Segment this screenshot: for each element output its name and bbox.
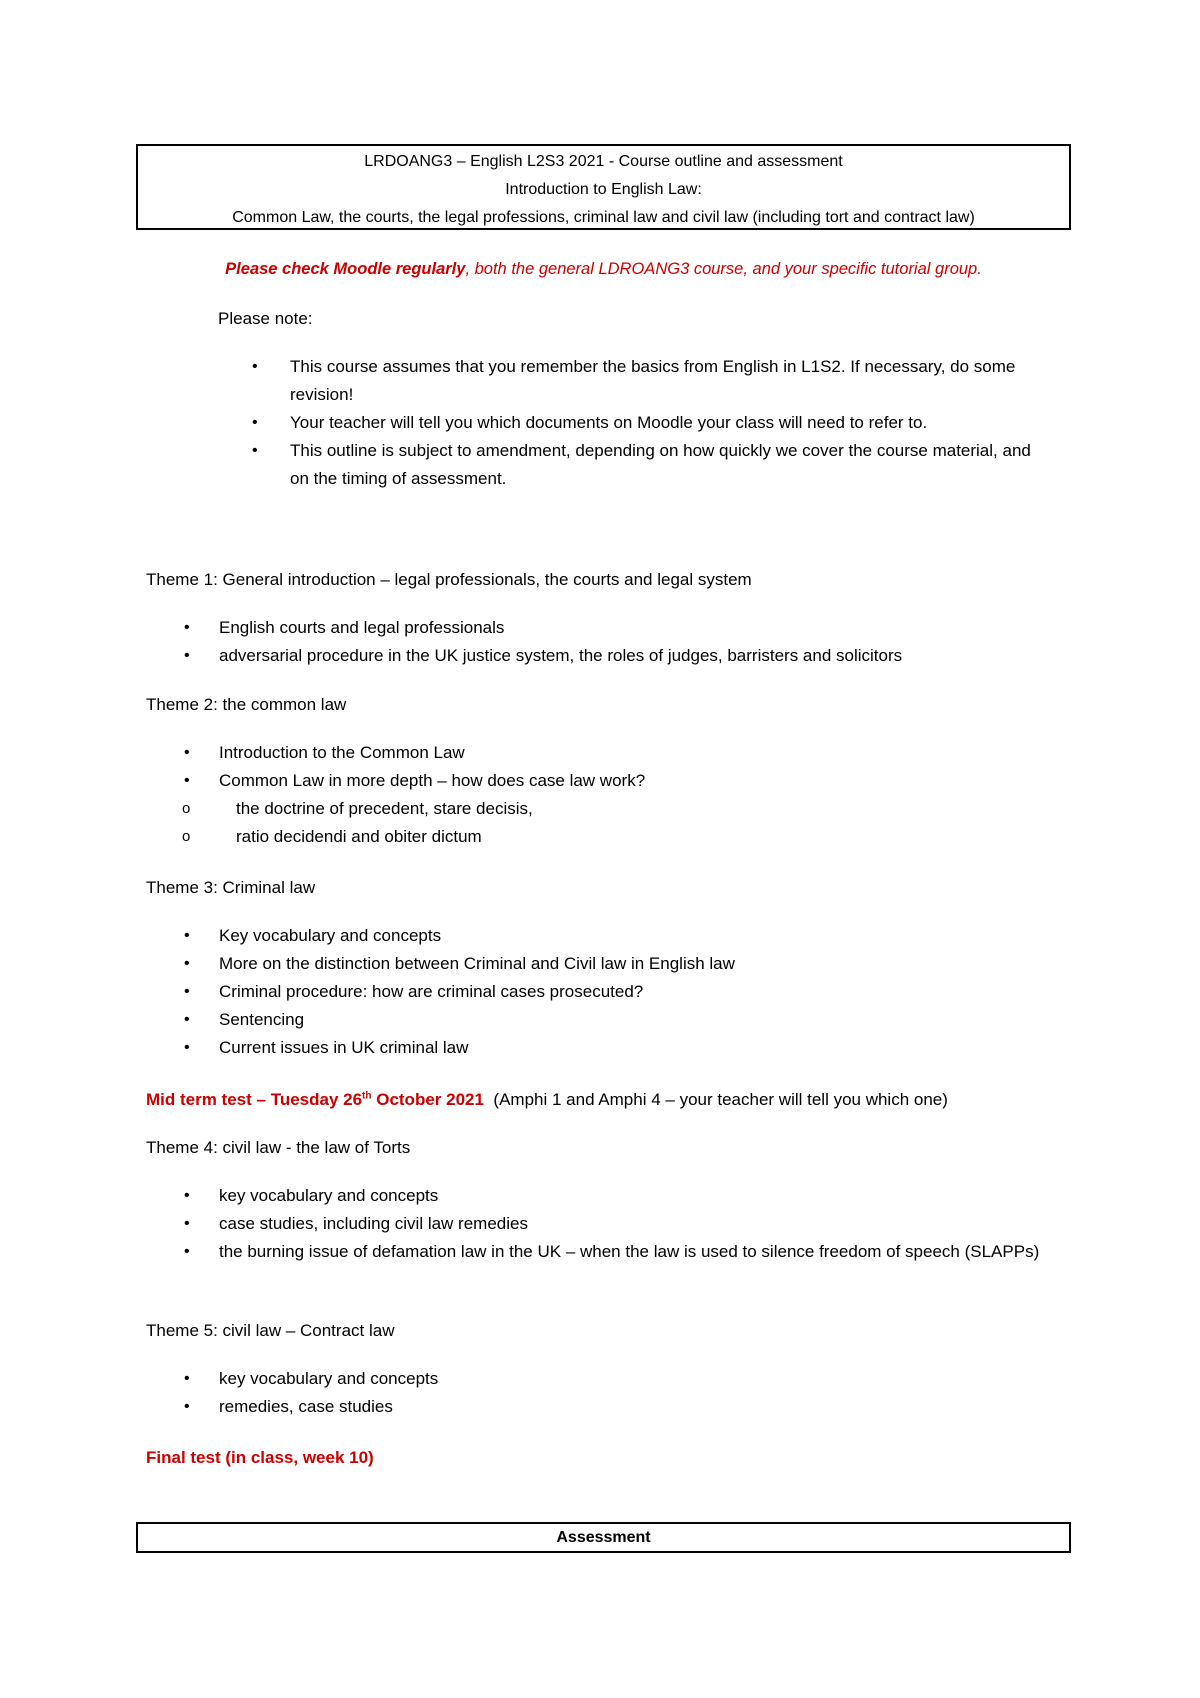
bullet-icon: • [184,983,190,1000]
theme-1 [146,566,1046,670]
midterm-test-note: (Amphi 1 and Amphi 4 – your teacher will tell you which one) [493,1090,948,1109]
bullet-icon: • [184,927,190,944]
bullet-icon: • [184,1398,190,1415]
list-item: • Criminal procedure: how are criminal cases prosecuted? [146,978,1046,1006]
course-title-box [136,144,1071,230]
bullet-icon: • [184,1011,190,1028]
please-note-label: Please note: [218,309,313,328]
moodle-notice-emphasis: Please check Moodle regularly [225,260,466,278]
list-item: • Introduction to the Common Law [146,739,1046,767]
bullet-icon: • [184,1243,190,1260]
theme-3-title: Theme 3: Criminal law [146,878,316,897]
theme-2-list [146,739,1046,851]
circle-bullet-icon: o [182,828,191,845]
bullet-icon: • [184,772,190,789]
bullet-icon: • [184,619,190,636]
course-topics: Common Law, the courts, the legal professions, criminal law and civil law (including tort and contract law) [232,209,975,226]
assessment-heading: Assessment [136,1522,1071,1553]
theme-4 [146,1134,1046,1266]
list-item: • This course assumes that you remember the basics from English in L1S2. If necessary, do some revision! [218,353,1038,409]
list-item: • the burning issue of defamation law in the UK – when the law is used to silence freedom of speech (SLAPPs) [146,1238,1046,1266]
bullet-icon: • [184,744,190,761]
theme-5-list [146,1365,1046,1421]
theme-2-sublist [146,795,1046,851]
bullet-icon: • [184,1187,190,1204]
theme-1-list [146,614,1046,670]
list-item: • Key vocabulary and concepts [146,922,1046,950]
list-item: • Current issues in UK criminal law [146,1034,1046,1062]
final-test-line: Final test (in class, week 10) [146,1448,374,1467]
course-code-title: LRDOANG3 – English L2S3 2021 - Course outline and assessment [364,153,843,170]
bullet-icon: • [252,442,258,459]
course-subtitle: Introduction to English Law: [505,181,702,198]
please-note-list [218,353,1038,493]
theme-1-title: Theme 1: General introduction – legal professionals, the courts and legal system [146,570,752,589]
list-item: • remedies, case studies [146,1393,1046,1421]
list-item: • Your teacher will tell you which documents on Moodle your class will need to refer to. [218,409,1038,437]
theme-4-list [146,1182,1046,1266]
theme-4-title: Theme 4: civil law - the law of Torts [146,1138,411,1157]
theme-3 [146,874,1046,1062]
list-item: • key vocabulary and concepts [146,1365,1046,1393]
midterm-test-line [146,1086,1046,1114]
midterm-test-label: Mid term test – Tuesday 26th October 2021 [146,1090,484,1109]
theme-3-list [146,922,1046,1062]
circle-bullet-icon: o [182,800,191,817]
list-item: • adversarial procedure in the UK justice system, the roles of judges, barristers and solicitors [146,642,1046,670]
theme-2 [146,691,1046,851]
list-item: • More on the distinction between Criminal and Civil law in English law [146,950,1046,978]
bullet-icon: • [184,647,190,664]
bullet-icon: • [252,358,258,375]
theme-5-title: Theme 5: civil law – Contract law [146,1321,395,1340]
bullet-icon: • [184,1215,190,1232]
bullet-icon: • [184,1370,190,1387]
bullet-icon: • [184,1039,190,1056]
moodle-notice-text: , both the general LDROANG3 course, and your specific tutorial group. [465,260,982,278]
list-item: • This outline is subject to amendment, depending on how quickly we cover the course material, and on the timing of assessment. [218,437,1038,493]
bullet-icon: • [252,414,258,431]
bullet-icon: • [184,955,190,972]
list-item: • Common Law in more depth – how does case law work? o the doctrine of precedent, stare decisis, o ratio decidendi and obiter dictum [146,767,1046,851]
list-item: • Sentencing [146,1006,1046,1034]
moodle-notice [136,255,1071,283]
list-item: • key vocabulary and concepts [146,1182,1046,1210]
list-item: • case studies, including civil law remedies [146,1210,1046,1238]
sub-list-item: o the doctrine of precedent, stare decisis, [146,795,1046,823]
theme-2-title: Theme 2: the common law [146,695,347,714]
sub-list-item: o ratio decidendi and obiter dictum [146,823,1046,851]
list-item: • English courts and legal professionals [146,614,1046,642]
theme-5 [146,1317,1046,1421]
